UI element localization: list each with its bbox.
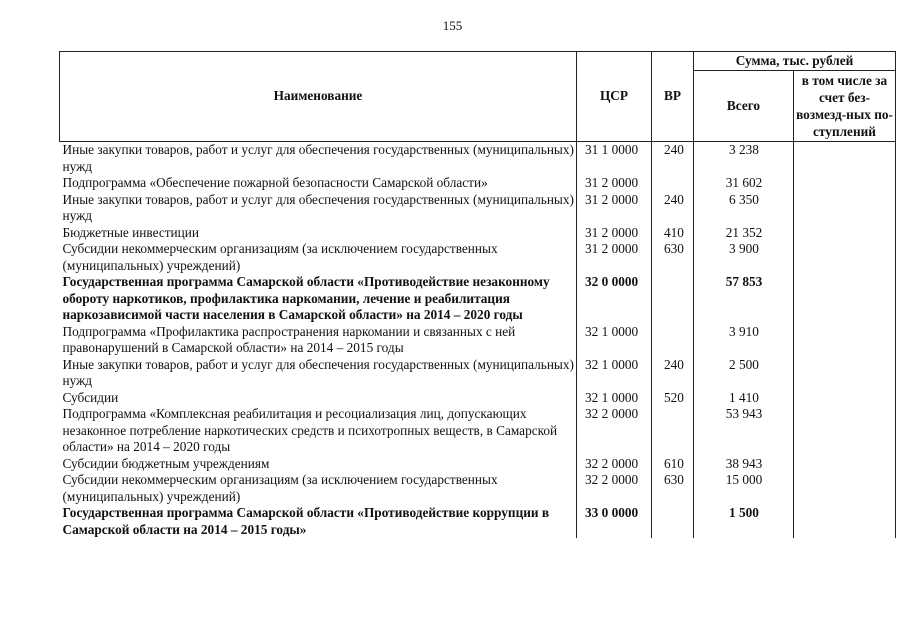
row-total: 15 000 [694, 472, 794, 505]
table-row [60, 241, 896, 274]
row-total: 3 900 [694, 241, 794, 274]
row-gratuitous [794, 390, 896, 407]
header-csr: ЦСР [577, 52, 652, 142]
row-total: 3 910 [694, 324, 794, 357]
row-total: 1 410 [694, 390, 794, 407]
row-name: Иные закупки товаров, работ и услуг для обеспечения государственных (муниципальных) нужд [62, 142, 574, 174]
row-name: Государственная программа Самарской области «Противодействие незаконному обороту наркотиков, профилактика наркомании, лечение и реабилитация наркозависимой части населения в Самарской области» на 2014 – 2020 годы [62, 274, 550, 322]
row-vr: 240 [652, 192, 694, 225]
row-vr: 240 [652, 142, 694, 176]
table-row [60, 406, 896, 456]
row-gratuitous [794, 505, 896, 538]
table-row [60, 274, 896, 324]
row-total: 6 350 [694, 192, 794, 225]
row-gratuitous [794, 406, 896, 456]
row-name: Государственная программа Самарской области «Противодействие коррупции в Самарской области на 2014 – 2015 годы» [62, 505, 550, 537]
row-csr: 33 0 0000 [577, 505, 652, 538]
row-gratuitous [794, 472, 896, 505]
table-row [60, 225, 896, 242]
row-name: Субсидии [62, 389, 119, 405]
header-vr: ВР [652, 52, 694, 142]
row-vr: 240 [652, 357, 694, 390]
row-total: 31 602 [694, 175, 794, 192]
row-gratuitous [794, 274, 896, 324]
row-name: Иные закупки товаров, работ и услуг для обеспечения государственных (муниципальных) нужд [62, 356, 574, 388]
row-vr: 630 [652, 472, 694, 505]
row-vr: 410 [652, 225, 694, 242]
row-total: 3 238 [694, 142, 794, 176]
header-name: Наименование [60, 52, 577, 142]
row-vr: 520 [652, 390, 694, 407]
table-row [60, 192, 896, 225]
table-body [60, 142, 896, 539]
table-row [60, 472, 896, 505]
row-total: 1 500 [694, 505, 794, 538]
row-vr [652, 274, 694, 324]
row-csr: 32 1 0000 [577, 357, 652, 390]
table-row [60, 456, 896, 473]
row-gratuitous [794, 175, 896, 192]
row-name: Подпрограмма «Обеспечение пожарной безопасности Самарской области» [62, 175, 488, 190]
table-row [60, 175, 896, 192]
row-gratuitous [794, 225, 896, 242]
row-csr: 32 0 0000 [577, 274, 652, 324]
row-name: Субсидии бюджетным учреждениям [62, 455, 270, 471]
row-csr: 31 1 0000 [577, 142, 652, 176]
header-sum: Сумма, тыс. рублей [694, 52, 896, 71]
row-vr [652, 406, 694, 456]
row-vr: 630 [652, 241, 694, 274]
row-name: Бюджетные инвестиции [62, 224, 200, 240]
row-csr: 31 2 0000 [577, 192, 652, 225]
budget-table [59, 51, 896, 538]
row-name: Субсидии некоммерческим организациям (за исключением государственных (муниципальных) учреждений) [62, 472, 498, 504]
row-name: Подпрограмма «Профилактика распространения наркомании и связанных с ней правонарушений в Самарской области» на 2014 – 2015 годы [62, 323, 516, 355]
row-name: Иные закупки товаров, работ и услуг для обеспечения государственных (муниципальных) нужд [62, 191, 574, 223]
row-vr [652, 175, 694, 192]
row-csr: 31 2 0000 [577, 241, 652, 274]
table-header [60, 52, 896, 142]
header-gratuitous: в том числе за счет без-возмезд-ных по-ступлений [794, 71, 896, 142]
row-gratuitous [794, 192, 896, 225]
row-csr: 32 2 0000 [577, 472, 652, 505]
row-total: 21 352 [694, 225, 794, 242]
row-total: 57 853 [694, 274, 794, 324]
row-csr: 31 2 0000 [577, 225, 652, 242]
row-vr: 610 [652, 456, 694, 473]
page-number: 155 [442, 18, 463, 33]
row-csr: 32 1 0000 [577, 324, 652, 357]
row-total: 2 500 [694, 357, 794, 390]
row-gratuitous [794, 456, 896, 473]
row-total: 53 943 [694, 406, 794, 456]
table-row [60, 390, 896, 407]
row-gratuitous [794, 357, 896, 390]
row-name: Субсидии некоммерческим организациям (за исключением государственных (муниципальных) учреждений) [62, 241, 498, 273]
row-csr: 32 1 0000 [577, 390, 652, 407]
row-name: Подпрограмма «Комплексная реабилитация и ресоциализация лиц, допускающих незаконное потребление наркотических средств и психотропных веществ, в Самарской области» на 2014 – 2020 годы [62, 406, 558, 454]
row-csr: 32 2 0000 [577, 456, 652, 473]
row-total: 38 943 [694, 456, 794, 473]
row-csr: 31 2 0000 [577, 175, 652, 192]
row-vr [652, 324, 694, 357]
header-total: Всего [694, 71, 794, 142]
table-row [60, 357, 896, 390]
row-vr [652, 505, 694, 538]
row-gratuitous [794, 324, 896, 357]
table-row [60, 324, 896, 357]
table-row [60, 142, 896, 176]
row-gratuitous [794, 241, 896, 274]
table-row [60, 505, 896, 538]
row-gratuitous [794, 142, 896, 176]
row-csr: 32 2 0000 [577, 406, 652, 456]
